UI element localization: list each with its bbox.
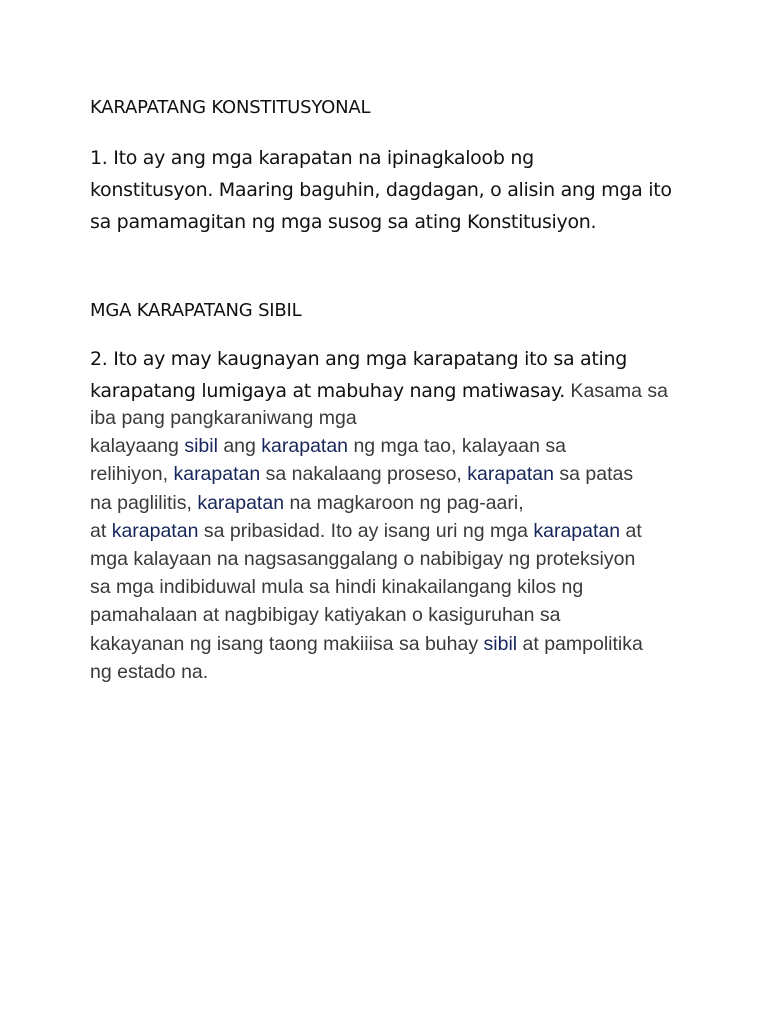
paragraph-2-body-line <box>90 630 690 658</box>
section-heading-konstitusyonal: KARAPATANG KONSTITUSYONAL <box>90 97 371 118</box>
body-text: kalayaang <box>90 435 185 458</box>
term-link[interactable]: karapatan <box>197 491 285 514</box>
term-link[interactable]: karapatan <box>533 519 621 542</box>
body-text: sa nakalaang proseso, <box>260 463 468 486</box>
body-text: ang <box>217 435 262 458</box>
body-text: na paglilitis, <box>90 491 198 514</box>
body-text: relihiyon, <box>90 463 174 486</box>
body-text: sa mga indibiduwal mula sa hindi kinakailangang kilos ng <box>90 576 584 599</box>
paragraph-2-line-tail: Kasama sa <box>565 380 668 402</box>
body-text: sa patas <box>554 463 634 486</box>
body-text: at <box>620 519 642 542</box>
section-heading-sibil: MGA KARAPATANG SIBIL <box>90 300 302 321</box>
term-link[interactable]: sibil <box>483 632 518 655</box>
paragraph-2-body-line <box>90 404 690 432</box>
paragraph-2-body-line <box>90 489 690 517</box>
body-text: iba pang pangkaraniwang mga <box>90 407 357 429</box>
term-link[interactable]: sibil <box>184 435 218 458</box>
body-text: at pampolitika <box>517 632 643 655</box>
body-text: mga kalayaan na nagsasanggalang o nabibigay ng proteksiyon <box>90 548 636 571</box>
paragraph-2-body-line <box>90 601 690 629</box>
paragraph-1 <box>90 142 690 238</box>
term-link[interactable]: karapatan <box>261 435 349 458</box>
paragraph-2-body-line <box>90 460 690 488</box>
body-text: pamahalaan at nagbibigay katiyakan o kasiguruhan sa <box>90 604 561 627</box>
paragraph-2-body <box>90 404 690 686</box>
paragraph-2-body-line <box>90 517 690 545</box>
paragraph-1-line: konstitusyon. Maaring baguhin, dagdagan, o alisin ang mga ito <box>90 179 672 201</box>
paragraph-1-line: sa pamamagitan ng mga susog sa ating Konstitusiyon. <box>90 211 597 233</box>
body-text: sa pribasidad. Ito ay isang uri ng mga <box>198 519 534 542</box>
paragraph-2-line <box>90 375 690 407</box>
body-text: ng mga tao, kalayaan sa <box>348 435 566 458</box>
paragraph-2-intro <box>90 343 690 407</box>
paragraph-2-line: 2. Ito ay may kaugnayan ang mga karapatang ito sa ating <box>90 348 628 370</box>
paragraph-1-line: 1. Ito ay ang mga karapatan na ipinagkaloob ng <box>90 147 534 169</box>
paragraph-2-body-line <box>90 573 690 601</box>
paragraph-2-line-main: karapatang lumigaya at mabuhay nang matiwasay. <box>90 380 566 402</box>
term-link[interactable]: karapatan <box>467 463 554 486</box>
body-text: at <box>90 519 112 542</box>
term-link[interactable]: karapatan <box>111 519 199 542</box>
body-text: ng estado na. <box>90 660 209 683</box>
paragraph-2-body-line <box>90 545 690 573</box>
paragraph-2-body-line <box>90 432 690 460</box>
body-text: kakayanan ng isang taong makiiisa sa buhay <box>90 632 484 655</box>
paragraph-2-body-line <box>90 658 690 686</box>
term-link[interactable]: karapatan <box>173 463 261 486</box>
body-text: na magkaroon ng pag-aari, <box>284 491 524 514</box>
